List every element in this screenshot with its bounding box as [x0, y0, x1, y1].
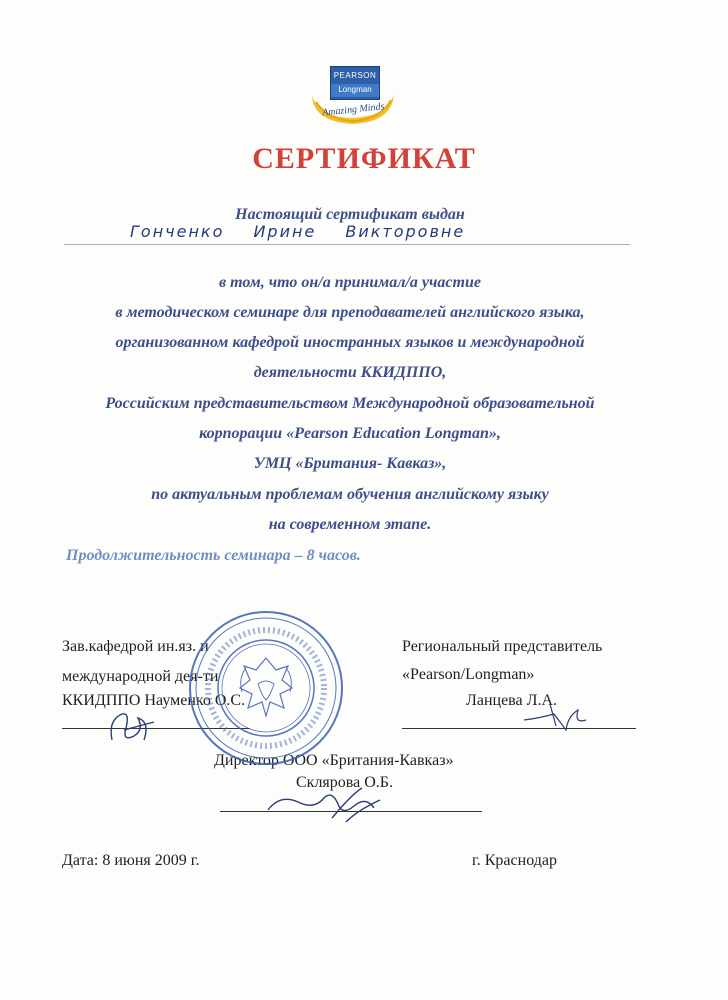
- pearson-longman-logo: [308, 62, 398, 130]
- certificate-date: Дата: 8 июня 2009 г.: [62, 852, 200, 869]
- recipient-underline: [64, 244, 630, 245]
- body-line-4: деятельности ККИДППО,: [253, 364, 447, 381]
- body-line-6: корпорации «Pearson Education Longman»,: [199, 425, 501, 442]
- issued-text: Настоящий сертификат выдан: [235, 206, 465, 223]
- official-seal-stamp: [186, 608, 346, 768]
- logo-tagline: Amazing Minds: [321, 101, 385, 119]
- certificate-city: г. Краснодар: [472, 852, 557, 869]
- director-name: Склярова О.Б.: [296, 774, 393, 791]
- body-line-7: УМЦ «Британия- Кавказ»,: [253, 455, 447, 472]
- director-title: Директор ООО «Британия-Кавказ»: [214, 752, 454, 769]
- certificate-title: СЕРТИФИКАТ: [252, 142, 476, 175]
- body-line-5: Российским представительством Международной образовательной: [105, 395, 595, 412]
- recipient-name: Гонченко Ирине Викторовне: [130, 222, 466, 241]
- body-line-8: по актуальным проблемам обучения английскому языку: [151, 486, 549, 503]
- logo-line1: PEARSON: [333, 71, 377, 80]
- body-line-3: организованном кафедрой иностранных языков и международной: [115, 334, 585, 351]
- right-signatory-line2: «Pearson/Longman»: [402, 666, 535, 683]
- logo-wordmark: [330, 66, 380, 100]
- right-handwritten-signature: [520, 690, 590, 736]
- left-handwritten-signature: [104, 700, 164, 750]
- left-signatory-line2: международной дея-ти: [62, 668, 219, 685]
- left-signatory-line1: Зав.кафедрой ин.яз. и: [62, 638, 209, 655]
- logo-line2: Longman: [331, 84, 379, 97]
- right-signatory-line3: Ланцева Л.А.: [466, 692, 558, 709]
- director-handwritten-signature: [262, 780, 392, 830]
- body-line-9: на современном этапе.: [268, 516, 432, 533]
- seminar-duration: Продолжительность семинара – 8 часов.: [66, 547, 361, 564]
- body-line-2: в методическом семинаре для преподавателей английского языка,: [115, 304, 585, 321]
- right-signature-line: [402, 728, 636, 729]
- right-signatory-line1: Региональный представитель: [402, 638, 603, 655]
- body-line-1: в том, что он/а принимал/а участие: [219, 274, 481, 291]
- left-signatory-line3: ККИДППО Науменко О.С.: [62, 692, 246, 709]
